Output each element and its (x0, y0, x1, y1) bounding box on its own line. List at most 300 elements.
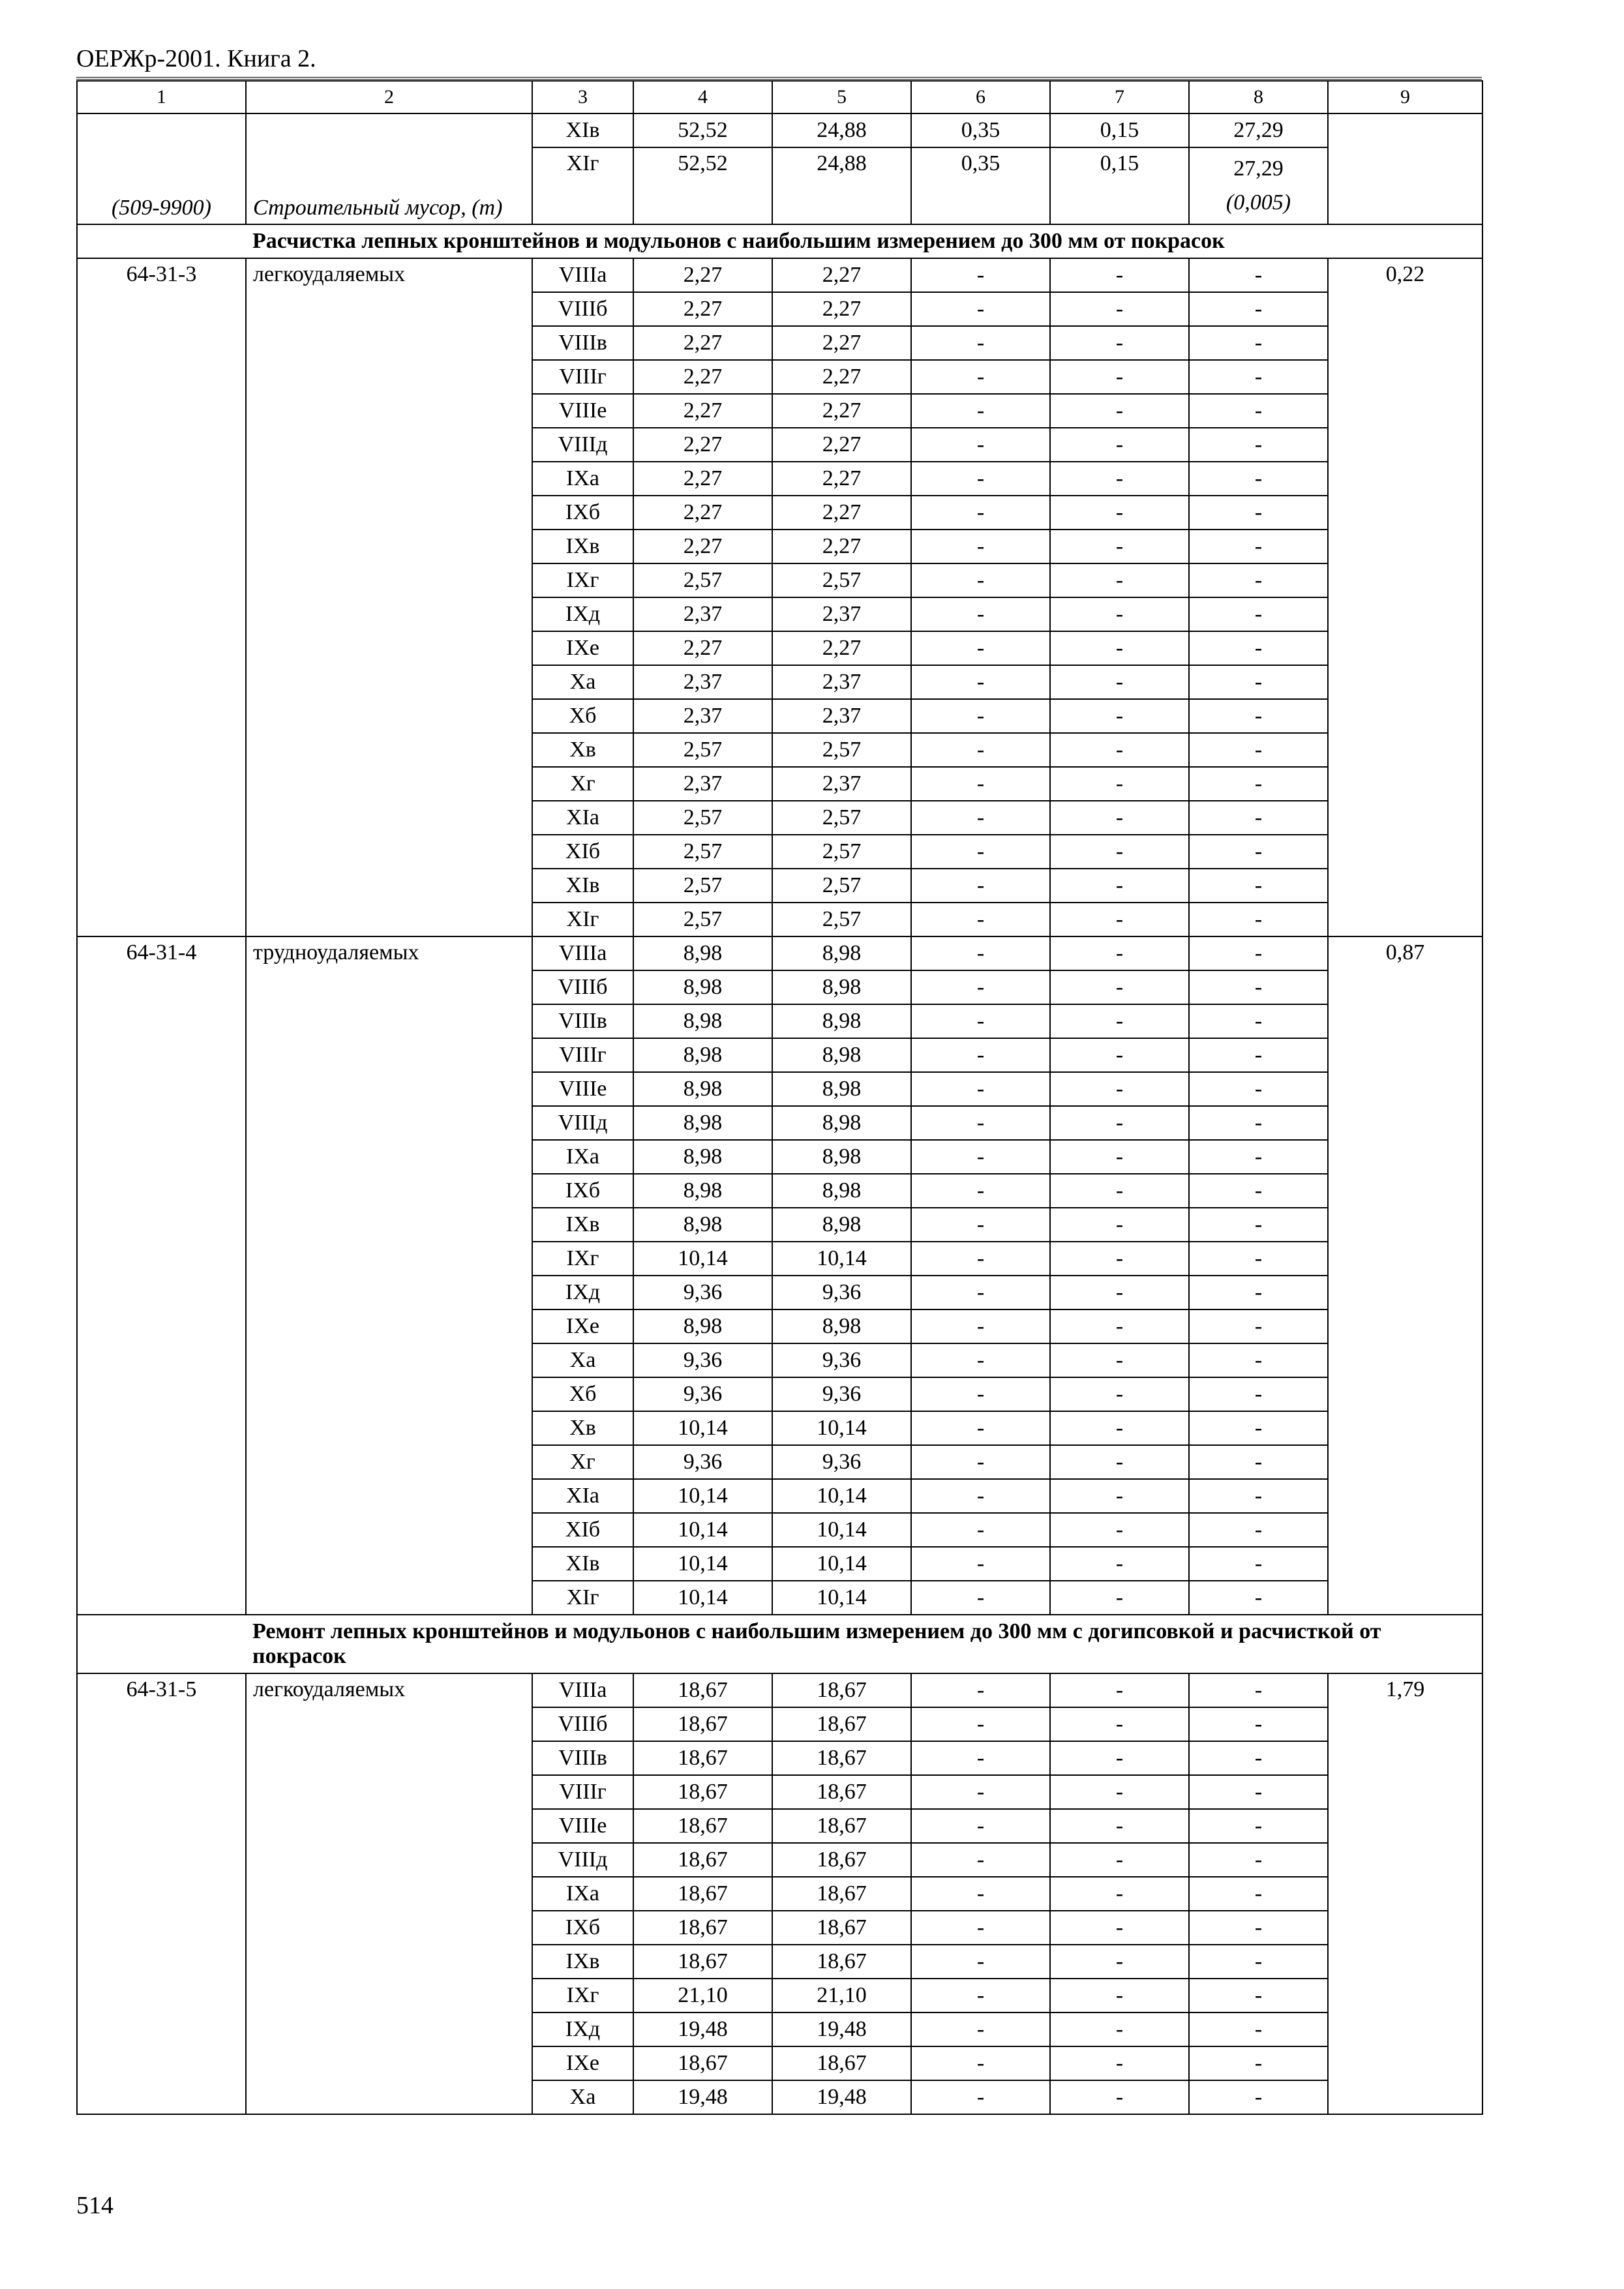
value-cell: - (1050, 530, 1189, 563)
value-cell: - (1050, 1707, 1189, 1741)
value-cell: - (1050, 1174, 1189, 1208)
column-number-row (77, 81, 1482, 113)
zone-cell: VIIIа (532, 1673, 633, 1707)
zone-cell: IXе (532, 1309, 633, 1343)
value-cell: - (1189, 530, 1328, 563)
zone-cell: VIIIв (532, 326, 633, 360)
value-cell: 2,37 (772, 767, 911, 801)
value-cell: - (911, 1775, 1050, 1809)
value-cell: - (1050, 1877, 1189, 1911)
value-cell: - (911, 530, 1050, 563)
value-cell: 8,98 (772, 1140, 911, 1174)
column-number: 1 (77, 81, 246, 113)
zone-cell: VIIIа (532, 936, 633, 970)
value-cell: - (911, 1140, 1050, 1174)
value-cell: 2,27 (772, 496, 911, 530)
norm-cell (1328, 113, 1482, 224)
value-cell: 8,98 (772, 1106, 911, 1140)
value-cell: - (911, 292, 1050, 326)
value-cell: 2,27 (633, 631, 772, 665)
value-cell: - (911, 563, 1050, 597)
value-cell: - (1050, 1004, 1189, 1038)
value-cell: - (911, 1276, 1050, 1309)
value-cell: - (1189, 597, 1328, 631)
value-cell: 8,98 (772, 1208, 911, 1242)
value-cell: 2,27 (633, 428, 772, 462)
value-cell: 18,67 (633, 1809, 772, 1843)
section-title: Расчистка лепных кронштейнов и модульонов с наибольшим измерением до 300 мм от покрасок (77, 224, 1482, 258)
value-cell: - (911, 258, 1050, 292)
zone-cell: VIIIб (532, 1707, 633, 1741)
value-cell: - (911, 326, 1050, 360)
value-cell: - (1050, 869, 1189, 903)
value-cell: - (1189, 258, 1328, 292)
value-cell: - (1050, 1809, 1189, 1843)
value-cell: 8,98 (772, 1309, 911, 1343)
zone-cell: VIIIд (532, 428, 633, 462)
zone-cell: VIIIв (532, 1004, 633, 1038)
value-cell: - (911, 1411, 1050, 1445)
value-cell: - (1189, 1479, 1328, 1513)
value-cell: 18,67 (772, 1673, 911, 1707)
value-cell: 18,67 (633, 1775, 772, 1809)
value-cell: 52,52 (633, 147, 772, 224)
zone-cell: IXе (532, 2046, 633, 2080)
zone-cell: IXб (532, 1911, 633, 1945)
work-name: трудноудаляемых (246, 936, 532, 1615)
page-number: 514 (76, 2192, 113, 2219)
value-cell: - (911, 1106, 1050, 1140)
value-cell: - (1189, 767, 1328, 801)
table-row (77, 258, 1482, 292)
zone-cell: Xа (532, 1343, 633, 1377)
value-cell: 10,14 (633, 1242, 772, 1276)
zone-cell: VIIIе (532, 1072, 633, 1106)
value-cell: 2,27 (772, 326, 911, 360)
table-row (77, 113, 1482, 147)
value-cell: 18,67 (772, 2046, 911, 2080)
value-cell: 19,48 (633, 2012, 772, 2046)
value-cell: - (1050, 1479, 1189, 1513)
value-cell: 8,98 (633, 1174, 772, 1208)
value-cell: - (1050, 699, 1189, 733)
value-cell: 18,67 (633, 1707, 772, 1741)
value-cell: 19,48 (772, 2080, 911, 2114)
zone-cell: IXв (532, 530, 633, 563)
value-cell: - (911, 496, 1050, 530)
value-cell: - (1050, 970, 1189, 1004)
section-header-row (77, 1615, 1482, 1673)
value-cell: - (911, 970, 1050, 1004)
zone-cell: VIIIе (532, 1809, 633, 1843)
document-title: ОЕРЖр-2001. Книга 2. (76, 45, 316, 72)
zone-cell: Xв (532, 1411, 633, 1445)
value-cell: 8,98 (772, 1072, 911, 1106)
zone-cell: IXа (532, 1140, 633, 1174)
zone-cell: IXг (532, 563, 633, 597)
work-name: легкоудаляемых (246, 258, 532, 936)
value-cell: - (1189, 1072, 1328, 1106)
value-cell: 9,36 (772, 1445, 911, 1479)
value-cell: 2,27 (772, 462, 911, 496)
zone-cell: VIIIб (532, 970, 633, 1004)
value-cell: - (911, 1911, 1050, 1945)
value-cell: 2,27 (633, 360, 772, 394)
zone-cell: XIб (532, 1513, 633, 1547)
value-cell: - (1189, 1106, 1328, 1140)
value-cell: - (911, 733, 1050, 767)
value-cell: 18,67 (772, 1843, 911, 1877)
value-cell: 18,67 (633, 1911, 772, 1945)
value-cell: - (1189, 1309, 1328, 1343)
column-number: 8 (1189, 81, 1328, 113)
value-cell: - (911, 767, 1050, 801)
value-cell: - (1189, 1004, 1328, 1038)
value-cell: 9,36 (633, 1377, 772, 1411)
value-cell: - (1050, 1343, 1189, 1377)
value-cell: - (1189, 936, 1328, 970)
zone-cell: IXг (532, 1979, 633, 2012)
value-cell: - (1189, 326, 1328, 360)
value-cell: - (911, 428, 1050, 462)
value-cell: - (911, 1343, 1050, 1377)
value-cell: 2,27 (633, 326, 772, 360)
zone-cell: XIв (532, 113, 633, 147)
value-cell: 2,27 (772, 360, 911, 394)
value-cell: - (1050, 767, 1189, 801)
value-cell: - (1050, 1945, 1189, 1979)
value-cell: - (911, 1877, 1050, 1911)
zone-cell: IXб (532, 1174, 633, 1208)
value-cell: - (1050, 665, 1189, 699)
zone-cell: IXд (532, 2012, 633, 2046)
value-cell: - (1050, 1547, 1189, 1581)
value-cell: - (1050, 1377, 1189, 1411)
value-cell: 2,57 (633, 563, 772, 597)
value-cell: - (1189, 1208, 1328, 1242)
value-cell: - (1050, 903, 1189, 936)
value-cell: - (1050, 801, 1189, 835)
value-cell: 27,29 (1189, 113, 1328, 147)
value-cell: 8,98 (772, 1174, 911, 1208)
waste-value: (0,005) (1226, 190, 1291, 215)
value-cell: 8,98 (633, 970, 772, 1004)
value-cell: - (1050, 1741, 1189, 1775)
value-cell: - (1050, 1038, 1189, 1072)
value-cell: 8,98 (633, 1072, 772, 1106)
zone-cell: IXа (532, 1877, 633, 1911)
value-cell: 2,57 (633, 733, 772, 767)
value-cell: 18,67 (772, 1945, 911, 1979)
value-cell: - (1189, 1809, 1328, 1843)
value-cell: - (1050, 1411, 1189, 1445)
value-cell: 9,36 (772, 1377, 911, 1411)
value-cell: 2,27 (772, 394, 911, 428)
zone-cell: Xг (532, 1445, 633, 1479)
value-cell: 0,15 (1050, 113, 1189, 147)
value-cell: 9,36 (772, 1343, 911, 1377)
value-cell: - (911, 1741, 1050, 1775)
value-cell: - (911, 665, 1050, 699)
value-cell: 18,67 (772, 1877, 911, 1911)
value-cell: 18,67 (633, 1673, 772, 1707)
value-cell: - (1189, 631, 1328, 665)
value-cell: 9,36 (633, 1276, 772, 1309)
value-cell: - (1189, 1945, 1328, 1979)
value-cell: - (1189, 1242, 1328, 1276)
zone-cell: XIа (532, 1479, 633, 1513)
value-cell: 2,37 (772, 597, 911, 631)
value-cell: - (1050, 1208, 1189, 1242)
value-cell: 2,57 (772, 869, 911, 903)
value-cell: - (1050, 1513, 1189, 1547)
zone-cell: XIг (532, 1581, 633, 1615)
value-cell: - (1050, 1242, 1189, 1276)
value-cell: - (911, 597, 1050, 631)
section-header-row (77, 224, 1482, 258)
value-cell: - (1189, 1741, 1328, 1775)
value-cell: - (1189, 665, 1328, 699)
value-cell: - (1189, 801, 1328, 835)
value-cell: - (1050, 360, 1189, 394)
value-cell: 9,36 (772, 1276, 911, 1309)
value-cell: - (1050, 1911, 1189, 1945)
value-cell: - (911, 2012, 1050, 2046)
rate-code: 64-31-5 (77, 1673, 246, 2114)
value-cell: 10,14 (772, 1411, 911, 1445)
value-cell: 18,67 (633, 1945, 772, 1979)
value-cell: - (1050, 1673, 1189, 1707)
zone-cell: VIIIд (532, 1106, 633, 1140)
zone-cell: VIIIг (532, 1775, 633, 1809)
value-cell: - (1189, 1140, 1328, 1174)
value-cell: - (1189, 1377, 1328, 1411)
value-cell: 2,27 (772, 428, 911, 462)
zone-cell: Xб (532, 1377, 633, 1411)
value-cell: - (911, 1547, 1050, 1581)
value-cell: 10,14 (633, 1411, 772, 1445)
value-cell: 2,57 (772, 835, 911, 869)
value-cell: - (911, 462, 1050, 496)
norm-cell: 0,87 (1328, 936, 1482, 1615)
value-cell: 2,27 (633, 530, 772, 563)
table-row (77, 936, 1482, 970)
value-cell: - (1189, 496, 1328, 530)
value-cell: - (1050, 1106, 1189, 1140)
value-cell: - (1189, 1547, 1328, 1581)
value-cell: - (911, 835, 1050, 869)
value-cell: - (911, 869, 1050, 903)
value-cell: - (1050, 1581, 1189, 1615)
value-cell: 2,27 (633, 292, 772, 326)
zone-cell: VIIIв (532, 1741, 633, 1775)
value-cell: 8,98 (633, 1140, 772, 1174)
value-cell: 2,57 (772, 733, 911, 767)
value-cell: 2,57 (633, 835, 772, 869)
value-cell: - (1050, 326, 1189, 360)
zone-cell: IXв (532, 1208, 633, 1242)
value-cell: 2,37 (633, 767, 772, 801)
zone-cell: VIIIе (532, 394, 633, 428)
value-cell: 2,27 (772, 530, 911, 563)
value-cell: - (1189, 1911, 1328, 1945)
value-cell: - (911, 631, 1050, 665)
value-cell: - (1189, 394, 1328, 428)
resource-code: (509-9900) (77, 113, 246, 224)
column-number: 4 (633, 81, 772, 113)
value-cell: 2,27 (633, 258, 772, 292)
column-number: 9 (1328, 81, 1482, 113)
value-cell: 52,52 (633, 113, 772, 147)
value-cell: 2,37 (772, 699, 911, 733)
value-cell: 2,57 (633, 869, 772, 903)
value-cell: 2,27 (633, 496, 772, 530)
value-cell: 10,14 (772, 1547, 911, 1581)
value-cell: - (1189, 1411, 1328, 1445)
value-cell: 24,88 (772, 147, 911, 224)
value-cell: 19,48 (772, 2012, 911, 2046)
value-cell: - (1189, 970, 1328, 1004)
value-cell: 9,36 (633, 1343, 772, 1377)
value-cell: 0,35 (911, 147, 1050, 224)
rate-code: 64-31-4 (77, 936, 246, 1615)
value-cell: - (911, 1004, 1050, 1038)
value-cell: 24,88 (772, 113, 911, 147)
zone-cell: Xа (532, 665, 633, 699)
value-cell: - (1050, 631, 1189, 665)
value-cell: - (1189, 733, 1328, 767)
value-cell: - (1189, 835, 1328, 869)
value-cell: 18,67 (772, 1809, 911, 1843)
zone-cell: XIв (532, 869, 633, 903)
value-cell: - (911, 2046, 1050, 2080)
value-cell: - (911, 1581, 1050, 1615)
value-cell: 2,57 (772, 801, 911, 835)
value-cell: - (1189, 1276, 1328, 1309)
value-cell: - (1189, 903, 1328, 936)
zone-cell: IXб (532, 496, 633, 530)
value-cell: 18,67 (633, 1843, 772, 1877)
value-cell: - (911, 1242, 1050, 1276)
norm-cell: 0,22 (1328, 258, 1482, 936)
zone-cell: XIв (532, 1547, 633, 1581)
zone-cell: Xв (532, 733, 633, 767)
value-cell: - (1189, 1877, 1328, 1911)
value-cell: - (1189, 428, 1328, 462)
value-cell: 2,37 (633, 699, 772, 733)
zone-cell: VIIIд (532, 1843, 633, 1877)
value-cell: 2,27 (772, 292, 911, 326)
value-cell (1189, 147, 1328, 224)
value-cell: - (1050, 1979, 1189, 2012)
value-cell: 18,67 (772, 1741, 911, 1775)
resource-name: Строительный мусор, (т) (246, 113, 532, 224)
zone-cell: VIIIа (532, 258, 633, 292)
value-cell: 18,67 (772, 1911, 911, 1945)
value-cell: - (1189, 1673, 1328, 1707)
value-cell: - (1189, 2080, 1328, 2114)
table-row (77, 1673, 1482, 1707)
column-number: 3 (532, 81, 633, 113)
value-cell: - (1050, 835, 1189, 869)
value-cell: 2,57 (772, 563, 911, 597)
value-cell: - (1189, 1513, 1328, 1547)
value-cell: - (1050, 1775, 1189, 1809)
document-header (76, 38, 1482, 80)
value-cell: - (1050, 462, 1189, 496)
value-cell: - (1189, 1979, 1328, 2012)
value-cell: 10,14 (772, 1513, 911, 1547)
value-cell: 8,98 (772, 1004, 911, 1038)
value-cell: 10,14 (772, 1242, 911, 1276)
value-cell: - (911, 2080, 1050, 2114)
value-cell: - (1050, 1843, 1189, 1877)
value-cell: - (1050, 394, 1189, 428)
value-cell: 18,67 (633, 1741, 772, 1775)
column-number: 7 (1050, 81, 1189, 113)
norms-table (76, 80, 1483, 2115)
value-cell: 8,98 (633, 1038, 772, 1072)
value-cell: - (1050, 2080, 1189, 2114)
column-number: 2 (246, 81, 532, 113)
value-cell: 18,67 (633, 1877, 772, 1911)
value-cell: - (1050, 597, 1189, 631)
zone-cell: XIг (532, 147, 633, 224)
value-cell: 8,98 (633, 1106, 772, 1140)
column-number: 6 (911, 81, 1050, 113)
value-cell: 10,14 (633, 1547, 772, 1581)
value-cell: 0,35 (911, 113, 1050, 147)
value-cell: - (911, 1479, 1050, 1513)
value-cell: - (1050, 936, 1189, 970)
value-cell: - (911, 360, 1050, 394)
norms-table-body (77, 81, 1482, 2114)
value-cell: 8,98 (772, 936, 911, 970)
zone-cell: VIIIг (532, 1038, 633, 1072)
zone-cell: IXг (532, 1242, 633, 1276)
value-cell: 9,36 (633, 1445, 772, 1479)
value-cell: - (1189, 1707, 1328, 1741)
value-cell: 10,14 (633, 1513, 772, 1547)
value-cell: - (1189, 1038, 1328, 1072)
value-cell: - (1189, 1775, 1328, 1809)
value-cell: 2,27 (772, 258, 911, 292)
value-cell: 2,27 (633, 394, 772, 428)
zone-cell: IXв (532, 1945, 633, 1979)
zone-cell: XIб (532, 835, 633, 869)
value-cell: 8,98 (772, 970, 911, 1004)
value-cell: 8,98 (633, 1208, 772, 1242)
value-cell: - (1050, 733, 1189, 767)
value-cell: - (1189, 699, 1328, 733)
value-cell: - (1189, 1581, 1328, 1615)
value-cell: 2,37 (633, 665, 772, 699)
value-cell: 8,98 (633, 1309, 772, 1343)
value-cell: - (911, 1377, 1050, 1411)
zone-cell: IXд (532, 597, 633, 631)
value-cell: - (911, 936, 1050, 970)
value-cell: 18,67 (772, 1707, 911, 1741)
value-cell: - (1050, 258, 1189, 292)
value-cell: 2,27 (772, 631, 911, 665)
value-cell: - (1189, 2046, 1328, 2080)
value-cell: 2,27 (633, 462, 772, 496)
value-cell: - (1050, 563, 1189, 597)
section-title: Ремонт лепных кронштейнов и модульонов с наибольшим измерением до 300 мм с догипсовкой и расчисткой от покрасок (77, 1615, 1482, 1673)
value-cell: 10,14 (772, 1581, 911, 1615)
value-cell: 10,14 (633, 1479, 772, 1513)
value-cell: - (911, 1309, 1050, 1343)
